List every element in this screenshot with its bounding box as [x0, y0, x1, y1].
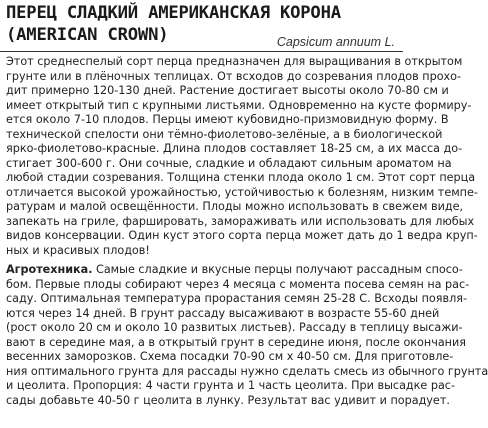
- agrotechnics-paragraph: [6, 263, 488, 408]
- description-line: ратурам и малой освещённости. Плоды можно использовать в свежем виде,: [6, 200, 464, 213]
- description-paragraph: [6, 55, 478, 258]
- description-line: любой стадии созревания. Толщина стенки плода около 1 см. Этот сорт перца: [6, 171, 476, 184]
- description-line: имеет открытый тип с крупными листьями. Одновременно на кусте формиру-: [6, 98, 472, 112]
- agro-first-line-text: Самые сладкие и вкусные перцы получают рассадным спосо-: [92, 263, 463, 276]
- latin-name: Capsicum annuum L.: [276, 35, 395, 49]
- description-block: [6, 55, 488, 408]
- product-subtitle: (AMERICAN CROWN): [6, 25, 169, 45]
- description-line: отличается высокой урожайностью, устойчивостью к болезням, низким темпе-: [6, 185, 478, 199]
- description-line: Этот среднеспелый сорт перца предназначен для выращивания в открытом: [6, 55, 463, 68]
- product-title: ПЕРЕЦ СЛАДКИЙ АМЕРИКАНСКАЯ КОРОНА: [6, 3, 341, 23]
- description-line: грунте или в плёночных теплицах. От всходов до созревания плодов прохо-: [6, 69, 462, 83]
- description-line: видов консервации. Один куст этого сорта перца может дать до 1 ведра круп-: [6, 229, 478, 242]
- description-line: ярко-фиолетово-красные. Длина плодов составляет 18-25 см, а их масса до-: [6, 142, 463, 155]
- description-line: ется около 7-10 плодов. Перцы имеют кубовидно-призмовидную форму. В: [6, 113, 449, 126]
- description-line: дит примерно 120-130 дней. Растение достигает высоты около 70-80 см и: [6, 84, 449, 97]
- description-line: ных и красивых плодов!: [6, 243, 150, 257]
- agro-line: весенних заморозков. Схема посадки 70-90 см х 40-50 см. Для приготовле-: [6, 350, 454, 363]
- description-line: запекать на гриле, фаршировать, замораживать или использовать для любых: [6, 214, 475, 228]
- agro-line: бом. Первые плоды собирают через 4 месяца с момента посева семян на рас-: [6, 277, 470, 291]
- agro-line: (рост около 20 см и около 10 развитых листьев). Рассаду в теплицу высажи-: [6, 321, 463, 334]
- agro-line: ются через 14 дней. В грунт рассаду высаживают в возрасте 55-60 дней: [6, 306, 440, 320]
- agro-line: ния оптимального грунта для рассады нужно сделать смесь из обычного грунта: [6, 364, 488, 378]
- agro-line: сады добавьте 40-50 г цеолита в лунку. Результат вас удивит и порадует.: [6, 393, 450, 407]
- agro-line: и цеолита. Пропорция: 4 части грунта и 1 часть цеолита. При высадке рас-: [6, 379, 455, 392]
- divider: [0, 51, 403, 52]
- agro-line: [6, 263, 463, 278]
- agro-line: вают в середине мая, а в открытый грунт в середине июня, после окончания: [6, 335, 466, 349]
- agrotechnics-heading: Агротехника.: [6, 263, 93, 276]
- description-line: стигает 300-600 г. Они сочные, сладкие и обладают сильным ароматом на: [6, 156, 452, 170]
- description-line: технической спелости они тёмно-фиолетово-зелёные, а в биологической: [6, 127, 443, 141]
- agro-line: саду. Оптимальная температура прорастания семян 25-28 С. Всходы появля-: [6, 292, 468, 305]
